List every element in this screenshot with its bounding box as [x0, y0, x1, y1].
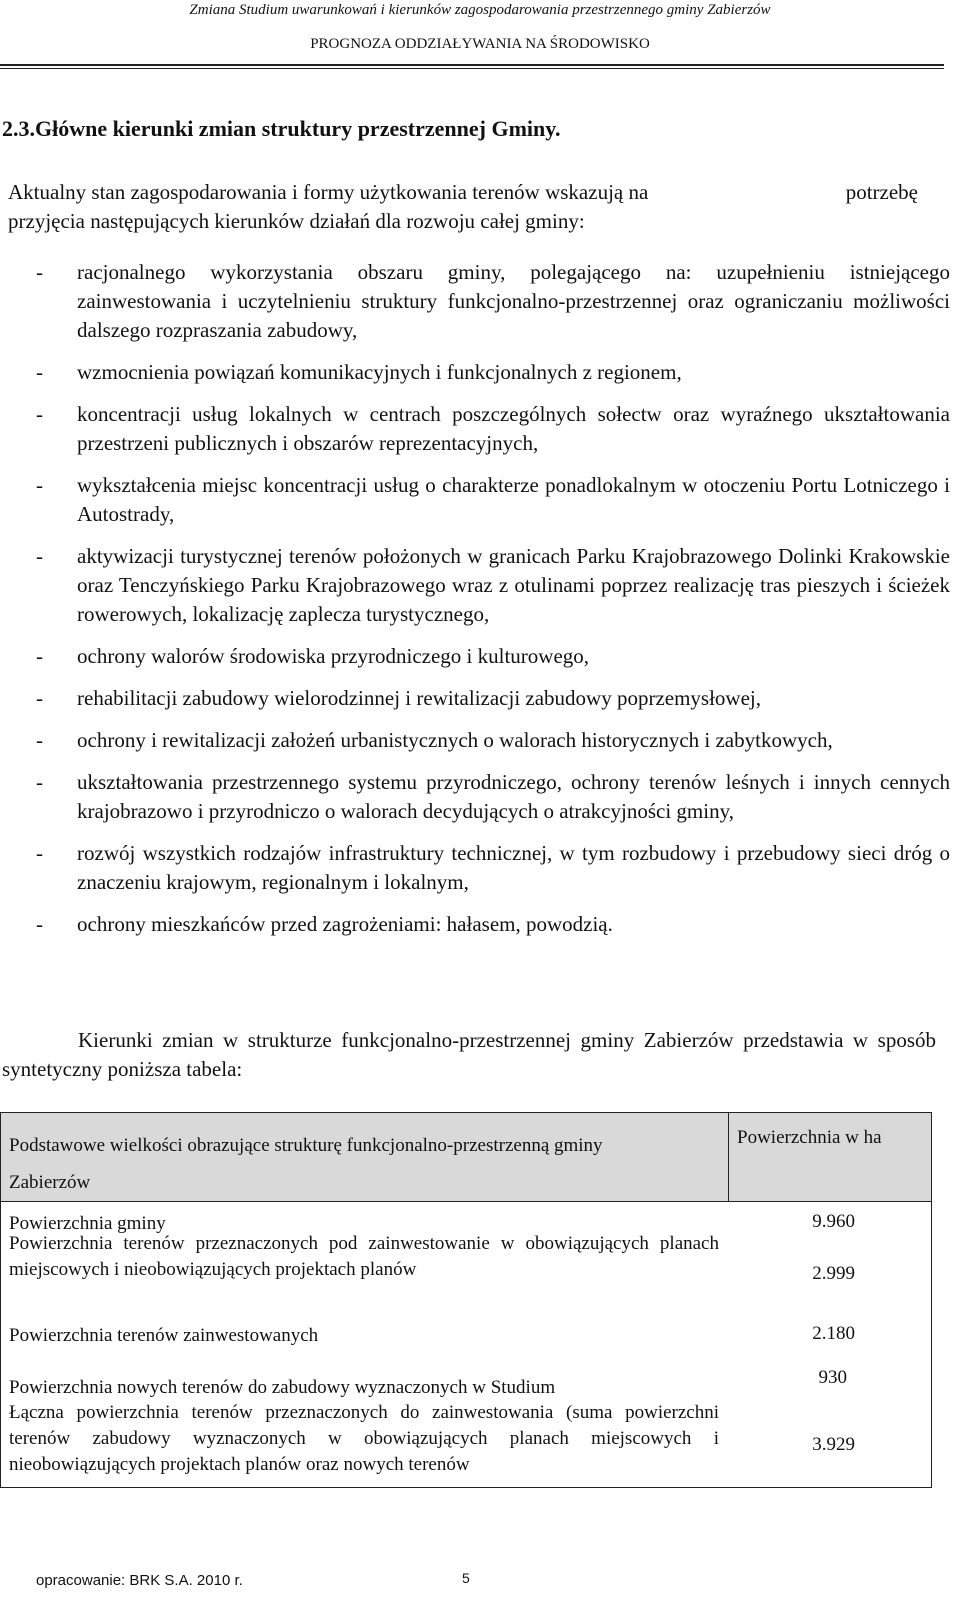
- section-heading: 2.3.Główne kierunki zmian struktury przestrzennej Gminy.: [2, 116, 561, 141]
- table-header-label: [9, 1127, 719, 1201]
- table-cell-label: Powierzchnia terenów przeznaczonych pod zainwestowanie w obowiązujących planach miejscowych i nieobowiązujących projektach planów: [9, 1233, 719, 1280]
- list-item-text: ochrony walorów środowiska przyrodniczego i kulturowego,: [77, 644, 590, 668]
- list-item: [0, 839, 950, 897]
- list-dash: -: [36, 360, 43, 384]
- list-item-text: ochrony i rewitalizacji założeń urbanistycznych o walorach historycznych i zabytkowych,: [77, 728, 833, 752]
- list-item-text: ochrony mieszkańców przed zagrożeniami: hałasem, powodzią.: [77, 912, 613, 936]
- table-row: [1, 1400, 931, 1482]
- list-dash: -: [36, 728, 43, 752]
- intro-line-1-end: potrzebę: [845, 180, 918, 204]
- list-item: [0, 400, 950, 458]
- list-item: [0, 768, 950, 826]
- list-dash: -: [36, 402, 43, 426]
- structure-table: [0, 1112, 932, 1488]
- list-item-text: rozwój wszystkich rodzajów infrastruktury technicznej, w tym rozbudowy i przebudowy sieci dróg o znaczeniu krajowym, regionalnym i lokalnym,: [77, 841, 950, 894]
- table-header-row: [1, 1113, 931, 1202]
- list-dash: -: [36, 544, 43, 568]
- table-cell-value: 3.929: [812, 1434, 855, 1455]
- list-item-text: koncentracji usług lokalnych w centrach poszczególnych sołectw oraz wyraźnego ukształtowania przestrzeni publicznych i obszarów reprezentacyjnych,: [77, 402, 950, 455]
- table-row: [1, 1323, 931, 1349]
- list-item-text: racjonalnego wykorzystania obszaru gminy, polegającego na: uzupełnieniu istniejącego zainwestowania i uczytelnieniu struktury funkcjonalno-przestrzennej oraz ograniczaniu możliwości dalszego rozpraszania zabudowy,: [77, 260, 950, 342]
- list-item: [0, 726, 950, 755]
- list-dash: -: [36, 841, 43, 865]
- list-item: [0, 358, 950, 387]
- list-dash: -: [36, 473, 43, 497]
- intro-paragraph: [8, 178, 938, 236]
- page-number: 5: [462, 1570, 470, 1586]
- table-header-label-line-1: Podstawowe wielkości obrazujące strukturę funkcjonalno-przestrzenną gminy: [9, 1135, 603, 1156]
- directions-list: [0, 258, 950, 952]
- table-cell-label: Łączna powierzchnia terenów przeznaczonych do zainwestowania (suma powierzchni terenów zabudowy wyznaczonych w obowiązujących planach miejscowych i nieobowiązujących projektach planów oraz nowych terenów: [9, 1402, 719, 1475]
- list-item: [0, 684, 950, 713]
- list-dash: -: [36, 260, 43, 284]
- table-header-label-line-2: Zabierzów: [9, 1172, 91, 1193]
- list-dash: -: [36, 686, 43, 710]
- list-item: [0, 542, 950, 629]
- header-rule-thin: [0, 68, 944, 69]
- footer-credit: opracowanie: BRK S.A. 2010 r.: [36, 1572, 243, 1589]
- table-cell-label: Powierzchnia gminy: [9, 1213, 166, 1234]
- document-header-subtitle: PROGNOZA ODDZIAŁYWANIA NA ŚRODOWISKO: [310, 36, 650, 52]
- list-item: [0, 642, 950, 671]
- table-header-unit: Powierzchnia w ha: [737, 1127, 882, 1148]
- table-cell-label: Powierzchnia terenów zainwestowanych: [9, 1325, 319, 1346]
- table-header-divider: [728, 1113, 729, 1201]
- table-cell-value: 930: [818, 1367, 847, 1388]
- intro-line-1: Aktualny stan zagospodarowania i formy użytkowania terenów wskazują na: [8, 180, 649, 204]
- table-cell-label: Powierzchnia nowych terenów do zabudowy wyznaczonych w Studium: [9, 1377, 556, 1398]
- list-dash: -: [36, 912, 43, 936]
- list-item-text: wykształcenia miejsc koncentracji usług o charakterze ponadlokalnym w otoczeniu Portu Lotniczego i Autostrady,: [77, 473, 950, 526]
- table-cell-value: 2.999: [812, 1263, 855, 1284]
- list-item-text: aktywizacji turystycznej terenów położonych w granicach Parku Krajobrazowego Dolinki Krakowskie oraz Tenczyńskiego Parku Krajobrazowego wraz z otulinami poprzez realizację tras pieszych i ścieżek rowerowych, lokalizację zaplecza turystycznego,: [77, 544, 950, 626]
- table-cell-value: 2.180: [812, 1323, 855, 1344]
- table-row: [1, 1367, 931, 1397]
- closing-paragraph: Kierunki zmian w strukturze funkcjonalno-przestrzennej gminy Zabierzów przedstawia w sposób syntetyczny poniższa tabela:: [2, 1028, 936, 1081]
- list-dash: -: [36, 770, 43, 794]
- intro-line-2: przyjęcia następujących kierunków działań dla rozwoju całej gminy:: [8, 209, 585, 233]
- list-item-text: wzmocnienia powiązań komunikacyjnych i funkcjonalnych z regionem,: [77, 360, 682, 384]
- header-rule-thick: [0, 64, 944, 66]
- table-cell-value: 9.960: [812, 1211, 855, 1232]
- list-item: [0, 910, 950, 939]
- table-row: [1, 1231, 931, 1309]
- document-header-title: Zmiana Studium uwarunkowań i kierunków zagospodarowania przestrzennego gminy Zabierzów: [189, 2, 771, 18]
- list-item: [0, 471, 950, 529]
- list-dash: -: [36, 644, 43, 668]
- list-item-text: rehabilitacji zabudowy wielorodzinnej i rewitalizacji zabudowy poprzemysłowej,: [77, 686, 762, 710]
- list-item-text: ukształtowania przestrzennego systemu przyrodniczego, ochrony terenów leśnych i innych cennych krajobrazowo i przyrodniczo o walorach decydujących o atrakcyjności gminy,: [77, 770, 950, 823]
- list-item: [0, 258, 950, 345]
